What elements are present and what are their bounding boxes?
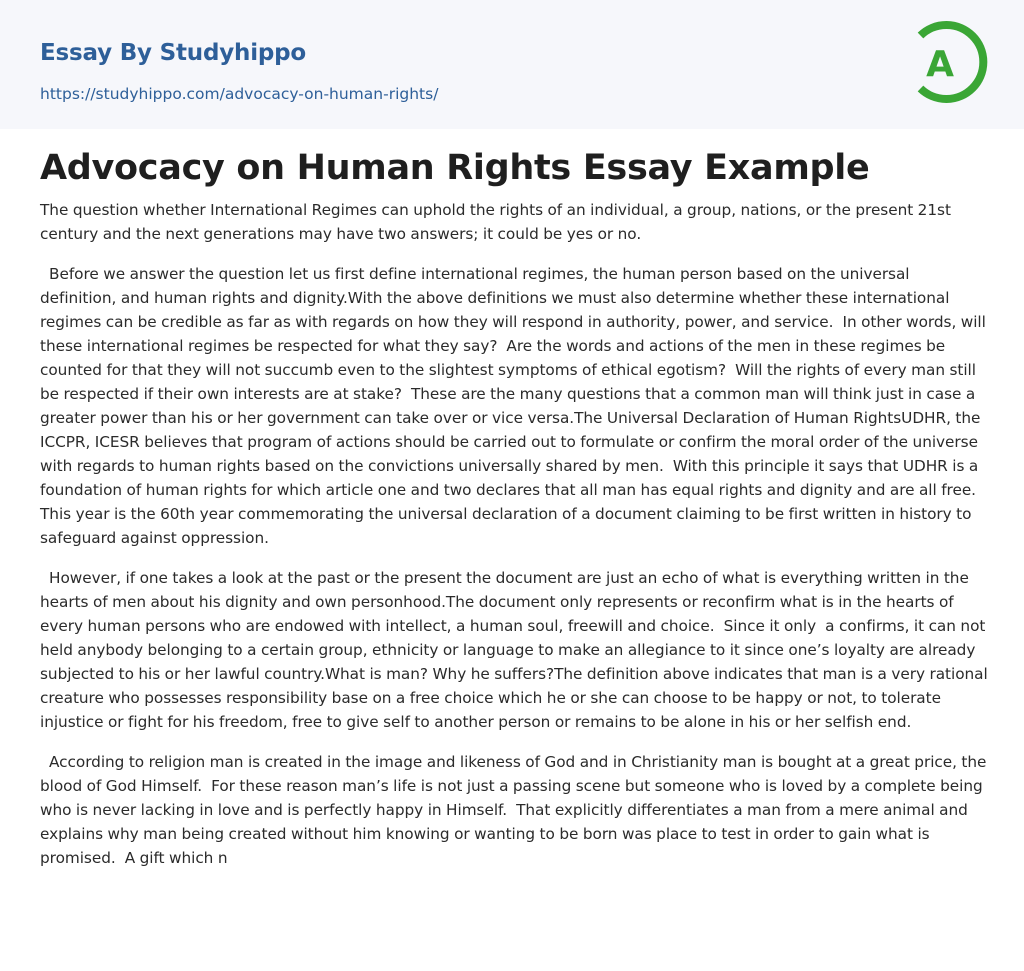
article-paragraph: Before we answer the question let us first define international regimes, the human person based on the universal definition, and human rights and dignity.With the above definitions we must also determine whether these international regimes can be credible as far as with regards on how they will respond in authority, power, and service. In other words, will these international regimes be respected for what they say? Are the words and actions of the men in these regimes be counted for that they will not succumb even to the slightest symptoms of ethical egotism? Will the rights of every man still be respected if their own interests are at stake? These are the many questions that a common man will think just in case a greater power than his or her government can take over or vice versa.The Universal Declaration of Human RightsUDHR, the ICCPR, ICESR believes that program of actions should be carried out to formulate or confirm the moral order of the universe with regards to human rights based on the convictions universally shared by men. With this principle it says that UDHR is a foundation of human rights for which article one and two declares that all man has equal rights and dignity and are all free. This year is the 60th year commemorating the universal declaration of a document claiming to be first written in history to safeguard against oppression. <box>40 265 991 547</box>
site-header <box>0 0 1024 129</box>
logo-letter: A <box>926 44 954 85</box>
brand-title[interactable]: Essay By Studyhippo <box>40 40 307 66</box>
article-body <box>40 144 993 886</box>
article-paragraph: The question whether International Regimes can uphold the rights of an individual, a group, nations, or the present 21st century and the next generations may have two answers; it could be yes or no. <box>40 201 956 243</box>
source-url-link[interactable]: https://studyhippo.com/advocacy-on-human-rights/ <box>40 85 439 103</box>
article-paragraph: According to religion man is created in the image and likeness of God and in Christianity man is bought at a great price, the blood of God Himself. For these reason man’s life is not just a passing scene but someone who is loved by a complete being who is never lacking in love and is perfectly happy in Himself. That explicitly differentiates a man from a mere animal and explains why man being created without him knowing or wanting to be born was place to test in order to gain what is promised. A gift which n <box>40 753 991 867</box>
article-paragraph: However, if one takes a look at the past or the present the document are just an echo of what is everything written in the hearts of men about his dignity and own personhood.The document only represents or reconfirm what is in the hearts of every human persons who are endowed with intellect, a human soul, freewill and choice. Since it only a confirms, it can not held anybody belonging to a certain group, ethnicity or language to make an allegiance to it since one’s loyalty are already subjected to his or her lawful country.What is man? Why he suffers?The definition above indicates that man is a very rational creature who possesses responsibility base on a free choice which he or she can choose to be happy or not, to tolerate injustice or fight for his freedom, free to give self to another person or remains to be alone in his or her selfish end. <box>40 569 993 731</box>
page-title: Advocacy on Human Rights Essay Example <box>40 148 870 188</box>
studyhippo-logo-icon[interactable] <box>912 18 988 106</box>
